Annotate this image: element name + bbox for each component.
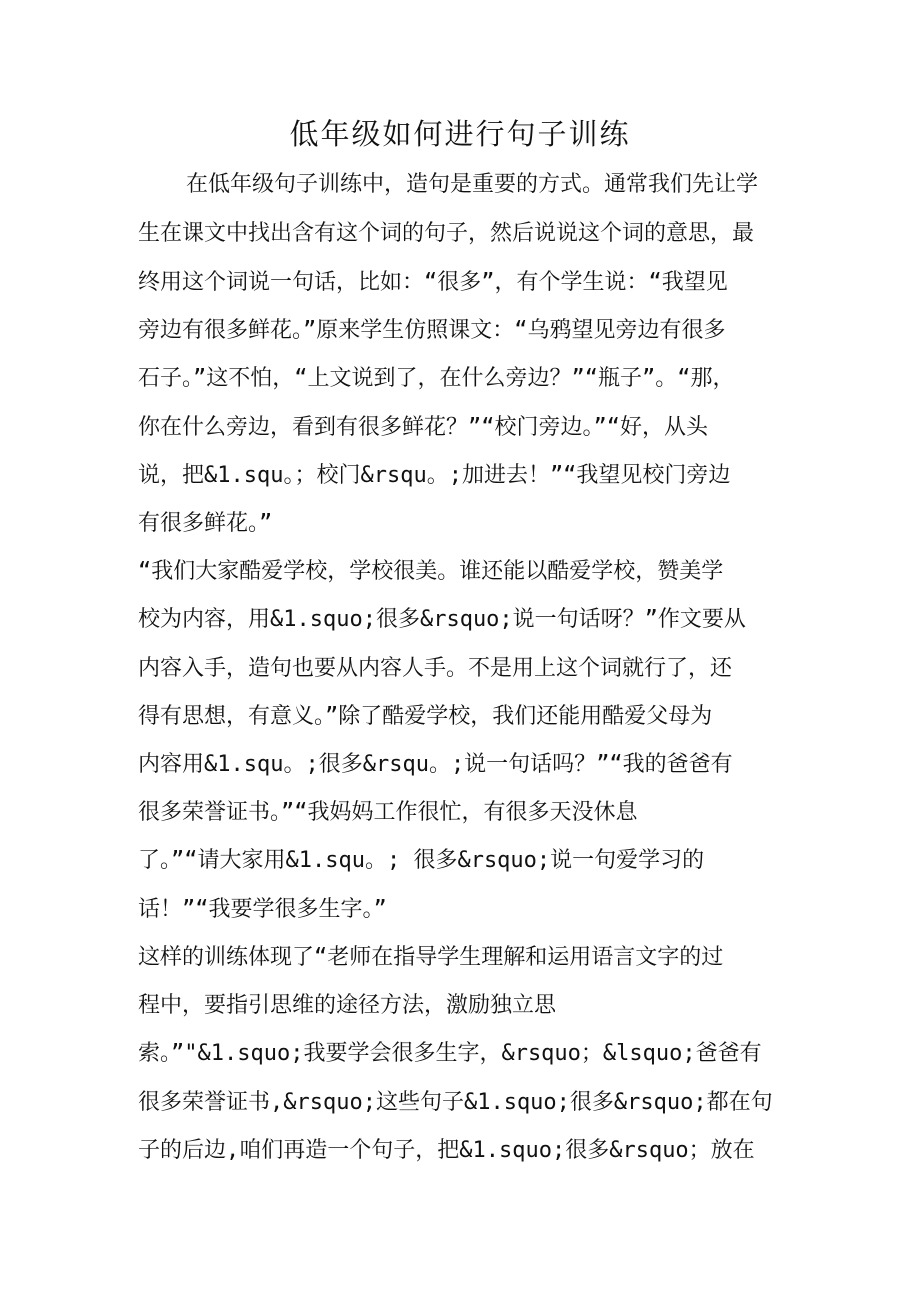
paragraph-line: 校为内容，用&1.squo;很多&rsquo;说一句话呀？”作文要从 [138, 607, 746, 632]
paragraph-line: 程中，要指引思维的途径方法，激励独立思 [138, 993, 557, 1018]
document-title: 低年级如何进行句子训练 [289, 117, 631, 151]
paragraph-line: 得有思想，有意义。”除了酷爱学校，我们还能用酷爱父母为 [138, 704, 713, 729]
paragraph-line: 终用这个词说一句话，比如：“很多”，有个学生说：“我望见 [138, 270, 728, 295]
paragraph-line: 子的后边,咱们再造一个句子，把&1.squo;很多&rsquo；放在 [138, 1138, 755, 1163]
paragraph-line: 索。”"&1.squo;我要学会很多生字，&rsquo；&lsquo;爸爸有 [138, 1041, 762, 1066]
paragraph-line: 内容入手，造句也要从内容人手。不是用上这个词就行了，还 [138, 656, 733, 681]
paragraph-line: “我们大家酷爱学校，学校很美。谁还能以酷爱学校，赞美学 [138, 559, 724, 584]
paragraph-line: 话！”“我要学很多生字。” [138, 897, 387, 922]
paragraph-line: 很多荣誉证书。”“我妈妈工作很忙，有很多天没休息 [138, 800, 638, 825]
paragraph-line: 在低年级句子训练中，造句是重要的方式。通常我们先让学 [186, 172, 759, 197]
paragraph-line: 这样的训练体现了“老师在指导学生理解和运用语言文字的过 [138, 945, 724, 970]
paragraph-line: 有很多鲜花。” [138, 511, 273, 536]
paragraph-line: 内容用&1.squ。;很多&rsqu。;说一句话吗？”“我的爸爸有 [138, 752, 733, 777]
paragraph-line: 石子。”这不怕，“上文说到了，在什么旁边？”“瓶子”。“那， [138, 366, 735, 391]
paragraph-line: 很多荣誉证书,&rsquo;这些句子&1.squo;很多&rsquo;都在句 [138, 1090, 773, 1115]
paragraph-line: 了。”“请大家用&1.squ。; 很多&rsquo;说一句爱学习的 [138, 848, 705, 873]
paragraph-line: 生在课文中找出含有这个词的句子，然后说说这个词的意思，最 [138, 221, 755, 246]
paragraph-line: 你在什么旁边，看到有很多鲜花？”“校门旁边。”“好，从头 [138, 415, 708, 440]
paragraph-line: 旁边有很多鲜花。”原来学生仿照课文：“乌鸦望见旁边有很多 [138, 318, 726, 343]
paragraph-line: 说，把&1.squ。；校门&rsqu。;加进去！”“我望见校门旁边 [138, 463, 731, 488]
